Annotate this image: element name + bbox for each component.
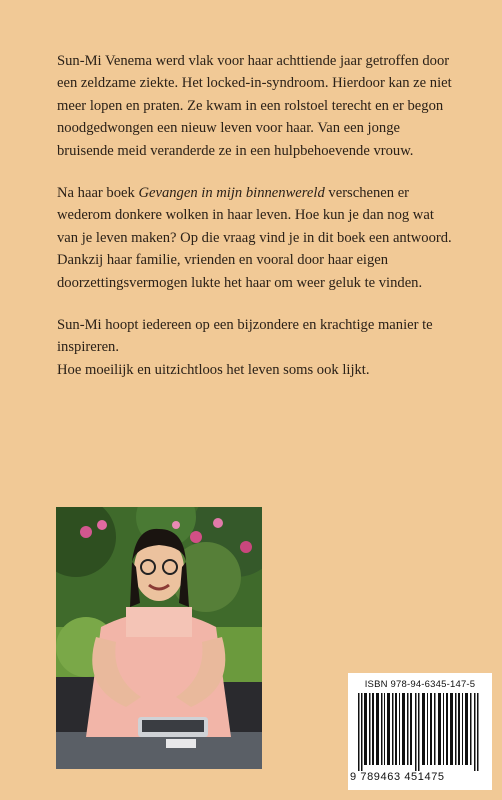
blurb-paragraph-2	[57, 182, 457, 294]
previous-book-title: Gevangen in mijn binnenwereld	[138, 185, 325, 202]
author-photo-illustration	[56, 507, 262, 769]
blurb-paragraph-4: Hoe moeilijk en uitzichtloos het leven soms ook lijkt.	[57, 361, 370, 378]
blurb-paragraph-3: Sun-Mi hoopt iedereen op een bijzondere en krachtige manier te inspireren.	[57, 317, 433, 356]
author-photo	[56, 507, 262, 769]
barcode-icon	[358, 693, 482, 771]
barcode-digits: 9 789463 451475	[350, 771, 445, 783]
back-cover-blurb	[57, 50, 457, 381]
blurb-paragraph-1: Sun-Mi Venema werd vlak voor haar achttiende jaar getroffen door een zeldzame ziekte. Het locked-in-syndroom. Hierdoor kan ze niet meer lopen en praten. Ze kwam in een rolstoel terecht en er begon noodgedwongen een nieuw leven voor haar. Van een jonge bruisende meid veranderde ze in een hulpbehoevende vrouw.	[57, 53, 452, 159]
barcode-panel	[348, 673, 492, 790]
isbn-label: ISBN 978-94-6345-147-5	[364, 679, 476, 690]
blurb-paragraph-2-end: verschenen er wederom donkere wolken in haar leven. Hoe kun je dan nog wat van je leven maken? Op die vraag vind je in dit boek een antwoord. Dankzij haar familie, vrienden en vooral door haar eigen doorzettingsvermogen lukte het haar om weer geluk te vinden.	[57, 185, 452, 291]
blurb-paragraph-2-start: Na haar boek	[57, 185, 139, 202]
